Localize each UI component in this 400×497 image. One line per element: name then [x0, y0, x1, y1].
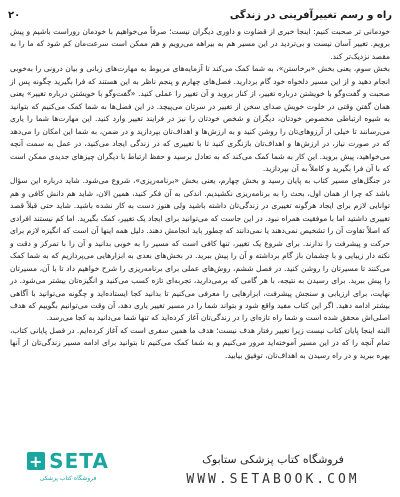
- plus-icon: +: [28, 451, 44, 471]
- page-header: [8, 6, 392, 24]
- paragraph: در جنگل‌های مسیر کتاب به پایان رسید و بخش چهارم، یعنی بخش «برنامه‌ریزی»، شروع می‌شود. شاید درباره این سؤال باشد که چرا از همان اول، بحث را به برنامه‌ریزی نکشیدیم. اندکی به آن فکر کنید، همین الان، شاید هم دانش کافی و هم توانایی لازم برای ایجاد هرگونه تغییری در زندگی‌تان داشته باشید ولی هنوز دست به کار نشده باشید. شاید حتی قبلاً قصد تغییری داشتید اما با موفقیت همراه نبود. در این جاست که می‌توانید برای ایجاد یک تغییر، کمک بگیرید. اما کم نیستند افرادی که اصلاً تفاوت آن را تشخیص نمی‌دهند یا نمی‌دانند که چطور باید انجامش دهند. دلیل همه اینها آن است که انگیزه لازم برای حرکت و پیشرفت را ندارند. برای شروع یک تغییر، تنها کافی است که مسیر را به خوبی بدانید و آن را با تمرکز و دقت و نکته دار زیبایی و با چشمان باز گام برداشته و آن را پیش ببرید. در بخش‌های بعدی به ابزارهایی می‌پردازیم که به شما کمک می‌کنند تا مسیرتان را روشن کنید. در فصل ششم، روش‌های عملی برای برنامه‌ریزی را شرح خواهیم داد تا با آن، مسیرتان را پیش ببرید. برای رسیدن به نتیجه، با هر گامی که برمی‌دارید، تجربه‌ای تازه کسب می‌کنید و انگیزه‌تان بیشتر می‌شود. در نهایت، برای ارزیابی و سنجش پیشرفت، ابزارهایی را معرفی می‌کنیم تا بدانید کجا ایستاده‌اید و چگونه می‌توانید با آگاهی بیشتر ادامه دهید. اگر این کتاب مفید واقع شود و بتواند شما را در مسیر تغییر یاری دهد، آن وقت می‌توانیم بگوییم که هدف اصلی‌اش محقق شده است و شما راه تازه‌ای را در زندگی‌تان آغاز کرده‌اید که تنها شما می‌دانید به کجا می‌رسد.: [10, 176, 390, 323]
- store-info: [158, 453, 388, 487]
- body-text: [10, 26, 390, 362]
- paragraph: البته اینجا پایان کتاب نیست زیرا تغییر رفتار هدف نیست؛ هدف ما همین سفری است که آغاز کرده‌ایم. در فصل پایانی کتاب، تمام آنچه را که در این مسیر آموخته‌اید مرور می‌کنیم و به شما کمک می‌کنیم تا بتوانید برای ادامه مسیر زندگی‌تان از آنها بهره ببرید و در راه رسیدن به اهداف‌تان، توفیق بیابید.: [9, 325, 390, 360]
- watermark-footer: [0, 439, 400, 497]
- page-number: ۲۰: [8, 9, 21, 21]
- logo-text: SETA: [49, 449, 109, 473]
- store-url[interactable]: WWW.SETABOOK.COM: [186, 472, 360, 487]
- paragraph: خودمانی تر صحبت کنیم: اینجا خبری از قضاوت و داوری دیگران نیست؛ صرفاً می‌خواهیم با خودمان روراست باشیم و پیش برویم. تغییر آسان نیست و بی‌تردید در این مسیر هم به بیراهه می‌رویم و هم ممکن است سرعت‌مان کم شود که ما را به مقصد نزدیک‌تر کند.: [10, 27, 390, 61]
- logo-subtitle: فروشگاه کتاب پزشکی: [39, 475, 97, 482]
- running-title: راه و رسم تغییرآفرینی در زندگی: [229, 9, 392, 21]
- logo-mark: [27, 449, 109, 473]
- store-name: فروشگاه کتاب پزشکی ستابوک: [202, 453, 344, 466]
- paragraph: بخش سوم، یعنی بخش «برخاستن»، به شما کمک می‌کند تا آزمایه‌های مربوط به مهارت‌های زبانی و بیان درونی را به‌خوبی انجام دهید و از این مسیر دلخواه خود گام بردارید. فصل‌های چهارم و پنجم ناظر به این هستند که فرا بگیرید چگونه پس از صحبت و گفت‌وگو با خویشتن درباره تغییر، از کنار بروید و آن تغییر را عملی کنید. «گفت‌وگو با خویشتن درباره تغییر» یعنی همان گفتن وقتی در خلوت خویش صدای سخن از تغییر در سرتان می‌پیچد. در این فصل‌ها به شما کمک می‌کنیم که بتوانید به شیوه ارتباطی مخصوص خودتان، دیگران و شخص خودتان را نیز در فرایند تغییر وارد کنید. این مهارت‌ها شما را یاری می‌رسانند تا خیلی از آرزوهای‌تان را روشن کنید و به ارزش‌ها و اهداف‌تان بپردازید و در ضمن، به شما این امکان را می‌دهد که در صورت نیاز، در ارزش‌ها و اهداف‌تان بازنگری کنید تا با تغییری که در زندگی ایجاد می‌کنید، در عمل به سمت آنچه می‌خواهید، پیش بروید. این کار به شما کمک می‌کند که به تعادل برسید و حفظ ارتباط با دیگران چیزهای جدیدی ممکن است که با آن فرا بگیرید و کاملاً به آن بپردازید.: [10, 64, 390, 173]
- seta-logo: [12, 449, 124, 489]
